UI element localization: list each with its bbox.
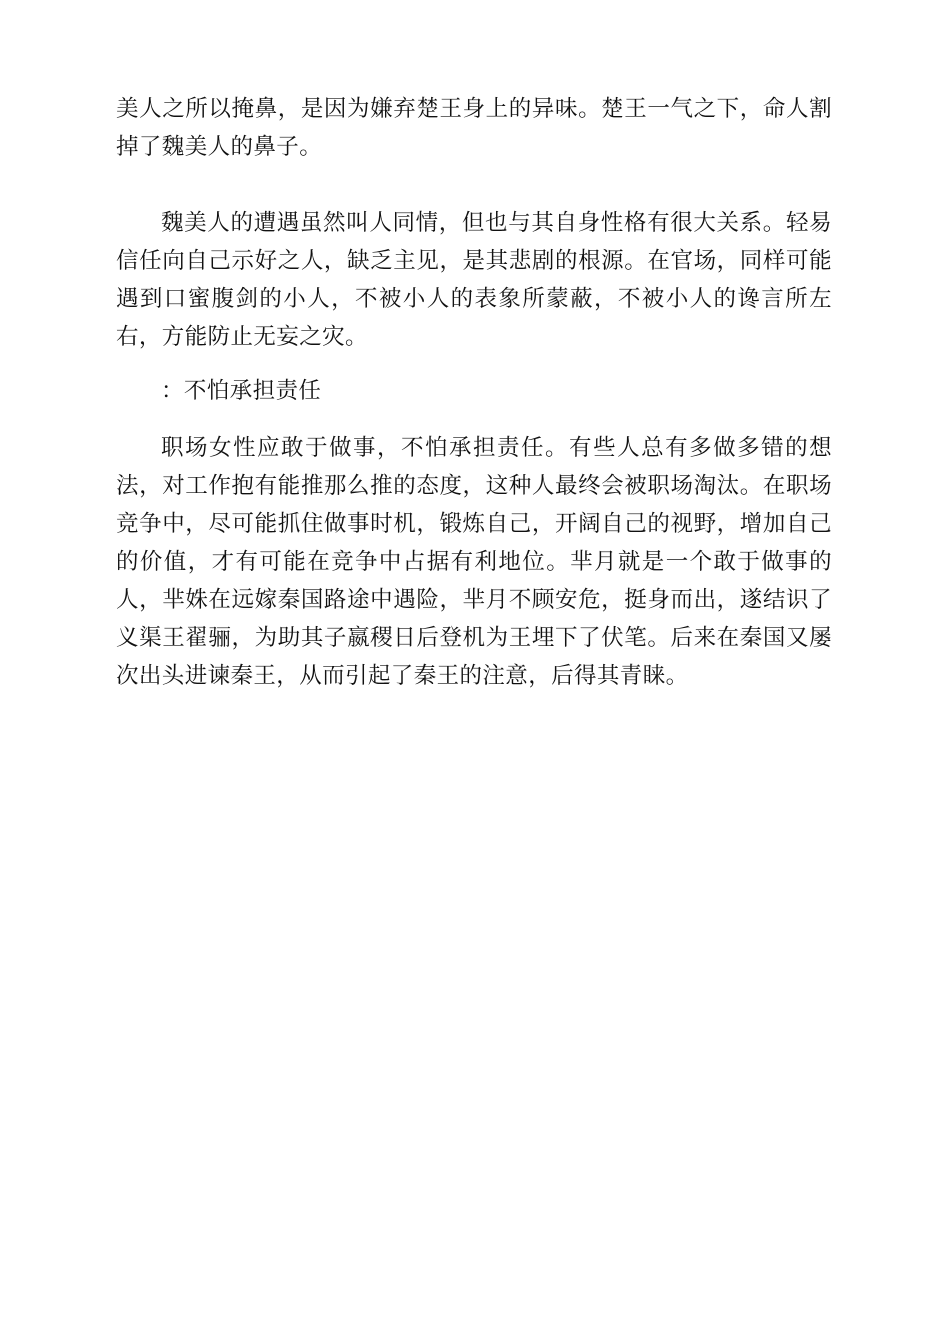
paragraph-wei-meiren: 魏美人的遭遇虽然叫人同情，但也与其自身性格有很大关系。轻易信任向自己示好之人，缺乏主见，是其悲剧的根源。在官场，同样可能遇到口蜜腹剑的小人，不被小人的表象所蒙蔽，不被小人的谗言所左右，方能防止无妄之灾。 <box>116 210 832 350</box>
section-heading: ：不怕承担责任 <box>161 378 322 404</box>
paragraph-responsibility: 职场女性应敢于做事，不怕承担责任。有些人总有多做多错的想法，对工作抱有能推那么推的态度，这种人最终会被职场淘汰。在职场竞争中，尽可能抓住做事时机，锻炼自己，开阔自己的视野，增加自己的价值，才有可能在竞争中占据有利地位。芈月就是一个敢于做事的人，芈姝在远嫁秦国路途中遇险，芈月不顾安危，挺身而出，遂结识了义渠王翟骊，为助其子嬴稷日后登机为王埋下了伏笔。后来在秦国又屡次出头进谏秦王，从而引起了秦王的注意，后得其青睐。 <box>116 435 832 689</box>
paragraph-continuation: 美人之所以掩鼻，是因为嫌弃楚王身上的异味。楚王一气之下，命人割掉了魏美人的鼻子。 <box>116 96 832 160</box>
